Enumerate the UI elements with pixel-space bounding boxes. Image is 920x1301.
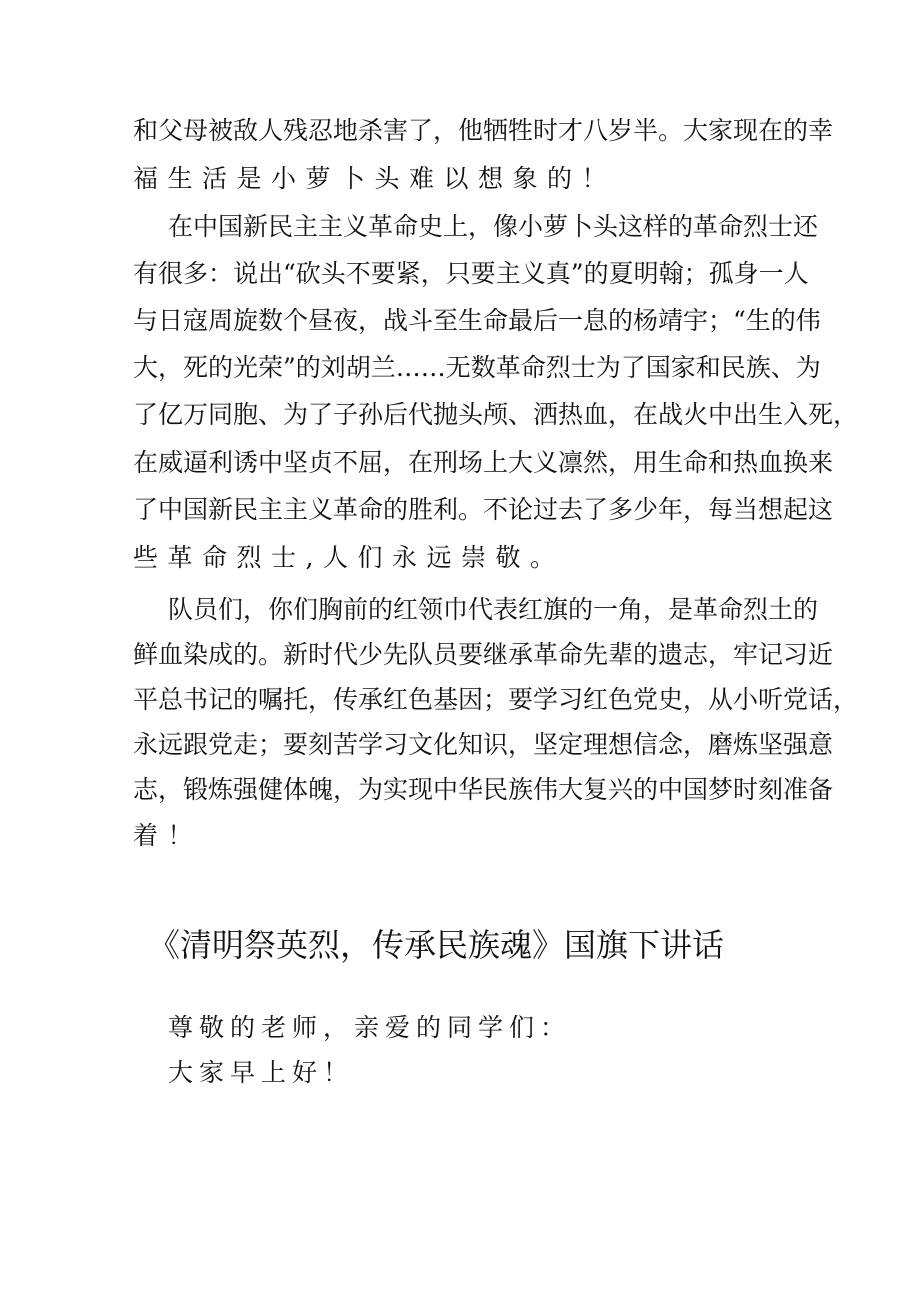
text-line: 和父母被敌人残忍地杀害了，他牺牲时才八岁半。大家现在的幸: [133, 116, 834, 145]
section-title: 《清明祭英烈，传承民族魂》国旗下讲话: [148, 926, 725, 964]
text-line: 平总书记的嘱托，传承红色基因；要学习红色党史，从小听党话，: [133, 685, 859, 714]
text-line: 在中国新民主主义革命史上，像小萝卜头这样的革命烈士还: [168, 212, 819, 241]
text-line: 大，死的光荣”的刘胡兰……无数革命烈士为了国家和民族、为: [133, 353, 821, 382]
text-line: 了中国新民主主义革命的胜利。不论过去了多少年，每当想起这: [133, 495, 834, 524]
text-line: 志，锻炼强健体魄，为实现中华民族伟大复兴的中国梦时刻准备: [133, 775, 834, 804]
text-line: 永远跟党走；要刻苦学习文化知识，坚定理想信念，磨炼坚强意: [133, 730, 834, 759]
text-line: 队员们，你们胸前的红领巾代表红旗的一角，是革命烈土的: [168, 595, 819, 624]
text-line: 在威逼利诱中坚贞不屈，在刑场上大义凛然，用生命和热血换来: [133, 448, 834, 477]
text-line: 福生活是小萝卜头难以想象的！: [133, 164, 617, 193]
text-line: 与日寇周旋数个昼夜，战斗至生命最后一息的杨靖宇；“生的伟: [133, 306, 821, 335]
text-line: 鲜血染成的。新时代少先队员要继承革命先辈的遗志，牢记习近: [133, 640, 834, 669]
text-line: 了亿万同胞、为了子孙后代抛头颅、洒热血，在战火中出生入死，: [133, 400, 859, 429]
text-line: 些革命烈士,人们永远崇敬。: [133, 543, 565, 572]
greeting: 大家早上好！: [168, 1058, 355, 1087]
text-line: 着！: [133, 821, 203, 850]
text-line: 有很多：说出“砍头不要紧，只要主义真”的夏明翰；孤身一人: [133, 259, 809, 288]
salutation: 尊敬的老师，亲爱的同学们：: [168, 1013, 572, 1042]
